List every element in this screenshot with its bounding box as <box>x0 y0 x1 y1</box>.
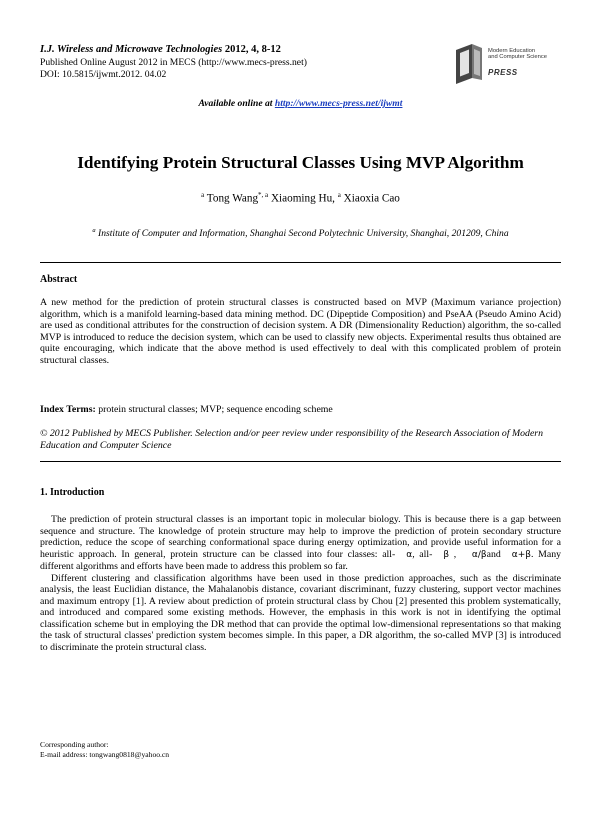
divider-top <box>40 262 561 263</box>
author-2: Xiaoming Hu, <box>268 192 338 205</box>
journal-url-link[interactable]: http://www.mecs-press.net/ijwmt <box>274 98 403 109</box>
beta-class-symbol: β <box>443 549 450 560</box>
available-online <box>0 98 601 109</box>
logo-press: PRESS <box>488 68 518 77</box>
alpha-class-symbol: α <box>406 549 413 560</box>
logo-line-1: Modern Education <box>488 48 536 54</box>
alpha-beta-class-symbol: α/β <box>471 549 487 560</box>
doi-line: DOI: 10.5815/ijwmt.2012. 04.02 <box>40 69 167 80</box>
abstract-heading: Abstract <box>40 274 78 285</box>
author-3: Xiaoxia Cao <box>340 192 400 205</box>
intro-p1-text-d: and <box>486 548 501 560</box>
author-1-sup: a <box>201 191 205 199</box>
published-line: Published Online August 2012 in MECS (http://www.mecs-press.net) <box>40 57 307 68</box>
author-1-mark: *, a <box>258 191 269 199</box>
footnote-corresponding: Corresponding author: <box>40 740 109 749</box>
author-3-sup: a <box>337 191 341 199</box>
author-list <box>0 191 601 205</box>
journal-name: I.J. Wireless and Microwave Technologies <box>40 44 223 55</box>
mecs-press-logo <box>452 40 562 84</box>
affiliation-sup: a <box>92 227 96 234</box>
index-terms-label: Index Terms: <box>40 404 96 415</box>
intro-p1-text-c: , <box>449 548 461 560</box>
intro-p1-text-b: , all- <box>412 548 433 560</box>
logo-line-2: and Computer Science <box>488 54 547 61</box>
copyright-notice: © 2012 Published by MECS Publisher. Selection and/or peer review under responsibility of the Research Association of Modern Education and Computer Science <box>40 428 544 451</box>
abstract-body: A new method for the prediction of protein structural classes is constructed based on MVP (Maximum variance projection) algorithm, which is a manifold learning-based data mining method. DC (Dipeptide Composition) and PseAA (Pseudo Amino Acid) are used as conditional attributes for the construction of decision system. A DR (Dimensionality Reduction) algorithm, the so-called MVP is introduced to reduce the decision system, which can be used to classify new objects. Experimental results thus obtained are quite encouraging, which indicate that the above method is used effectively to deal with this complicated problem of protein structural classes. <box>40 297 561 366</box>
intro-paragraph-1 <box>40 514 561 573</box>
available-prefix: Available online at <box>198 98 275 109</box>
journal-title <box>40 44 281 56</box>
intro-p1-text-a: The prediction of protein structural classes is an important topic in molecular biology. This is because there is a gap between sequence and structure. The knowledge of protein structure may help to improve the prediction of protein secondary structure prediction, reduce the scope of searching conformational space during energy optimization, and provide useful information for a heuristic approach. In general, protein structure can be classed into four classes: all- <box>40 514 561 560</box>
footnote-email: E-mail address: tongwang0818@yahoo.cn <box>40 750 170 759</box>
introduction-heading: 1. Introduction <box>40 487 105 498</box>
index-terms-text: protein structural classes; MVP; sequence encoding scheme <box>95 404 333 415</box>
journal-issue: 2012, 4, 8-12 <box>222 44 281 55</box>
book-logo-icon <box>452 40 486 84</box>
paper-title: Identifying Protein Structural Classes Using MVP Algorithm <box>77 153 524 172</box>
divider-bottom <box>40 461 561 462</box>
affiliation-text: Institute of Computer and Information, Shanghai Second Polytechnic University, Shanghai, 201209, China <box>95 228 509 240</box>
alpha-plus-beta-class-symbol: α+β <box>511 549 532 560</box>
affiliation <box>0 227 601 239</box>
index-terms <box>40 404 333 415</box>
author-1: Tong Wang <box>204 192 259 205</box>
intro-p1-text-e: . Many different algorithms and efforts have been made to address this problem so far. <box>40 548 561 573</box>
intro-paragraph-2: Different clustering and classification algorithms have been used in those prediction approaches, such as the discriminate analysis, the least Euclidian distance, the Mahalanobis distance, covariant discriminant, fuzzy clustering, support vector machines and maximum entropy [1]. A review about prediction of protein structural class by Chou [2] presented this problem systematically, and introduced and compared some existing methods. However, the emphasis in this work is not in identifying the optimal classification scheme but in employing the DR method that can provide the optimal low-dimensional representations so that making the task of structural classes' prediction system becomes simple. In this paper, a DR algorithm, the so-called MVP [3] is introduced to discriminate the protein structural class. <box>40 572 561 654</box>
introduction-body <box>40 514 561 654</box>
